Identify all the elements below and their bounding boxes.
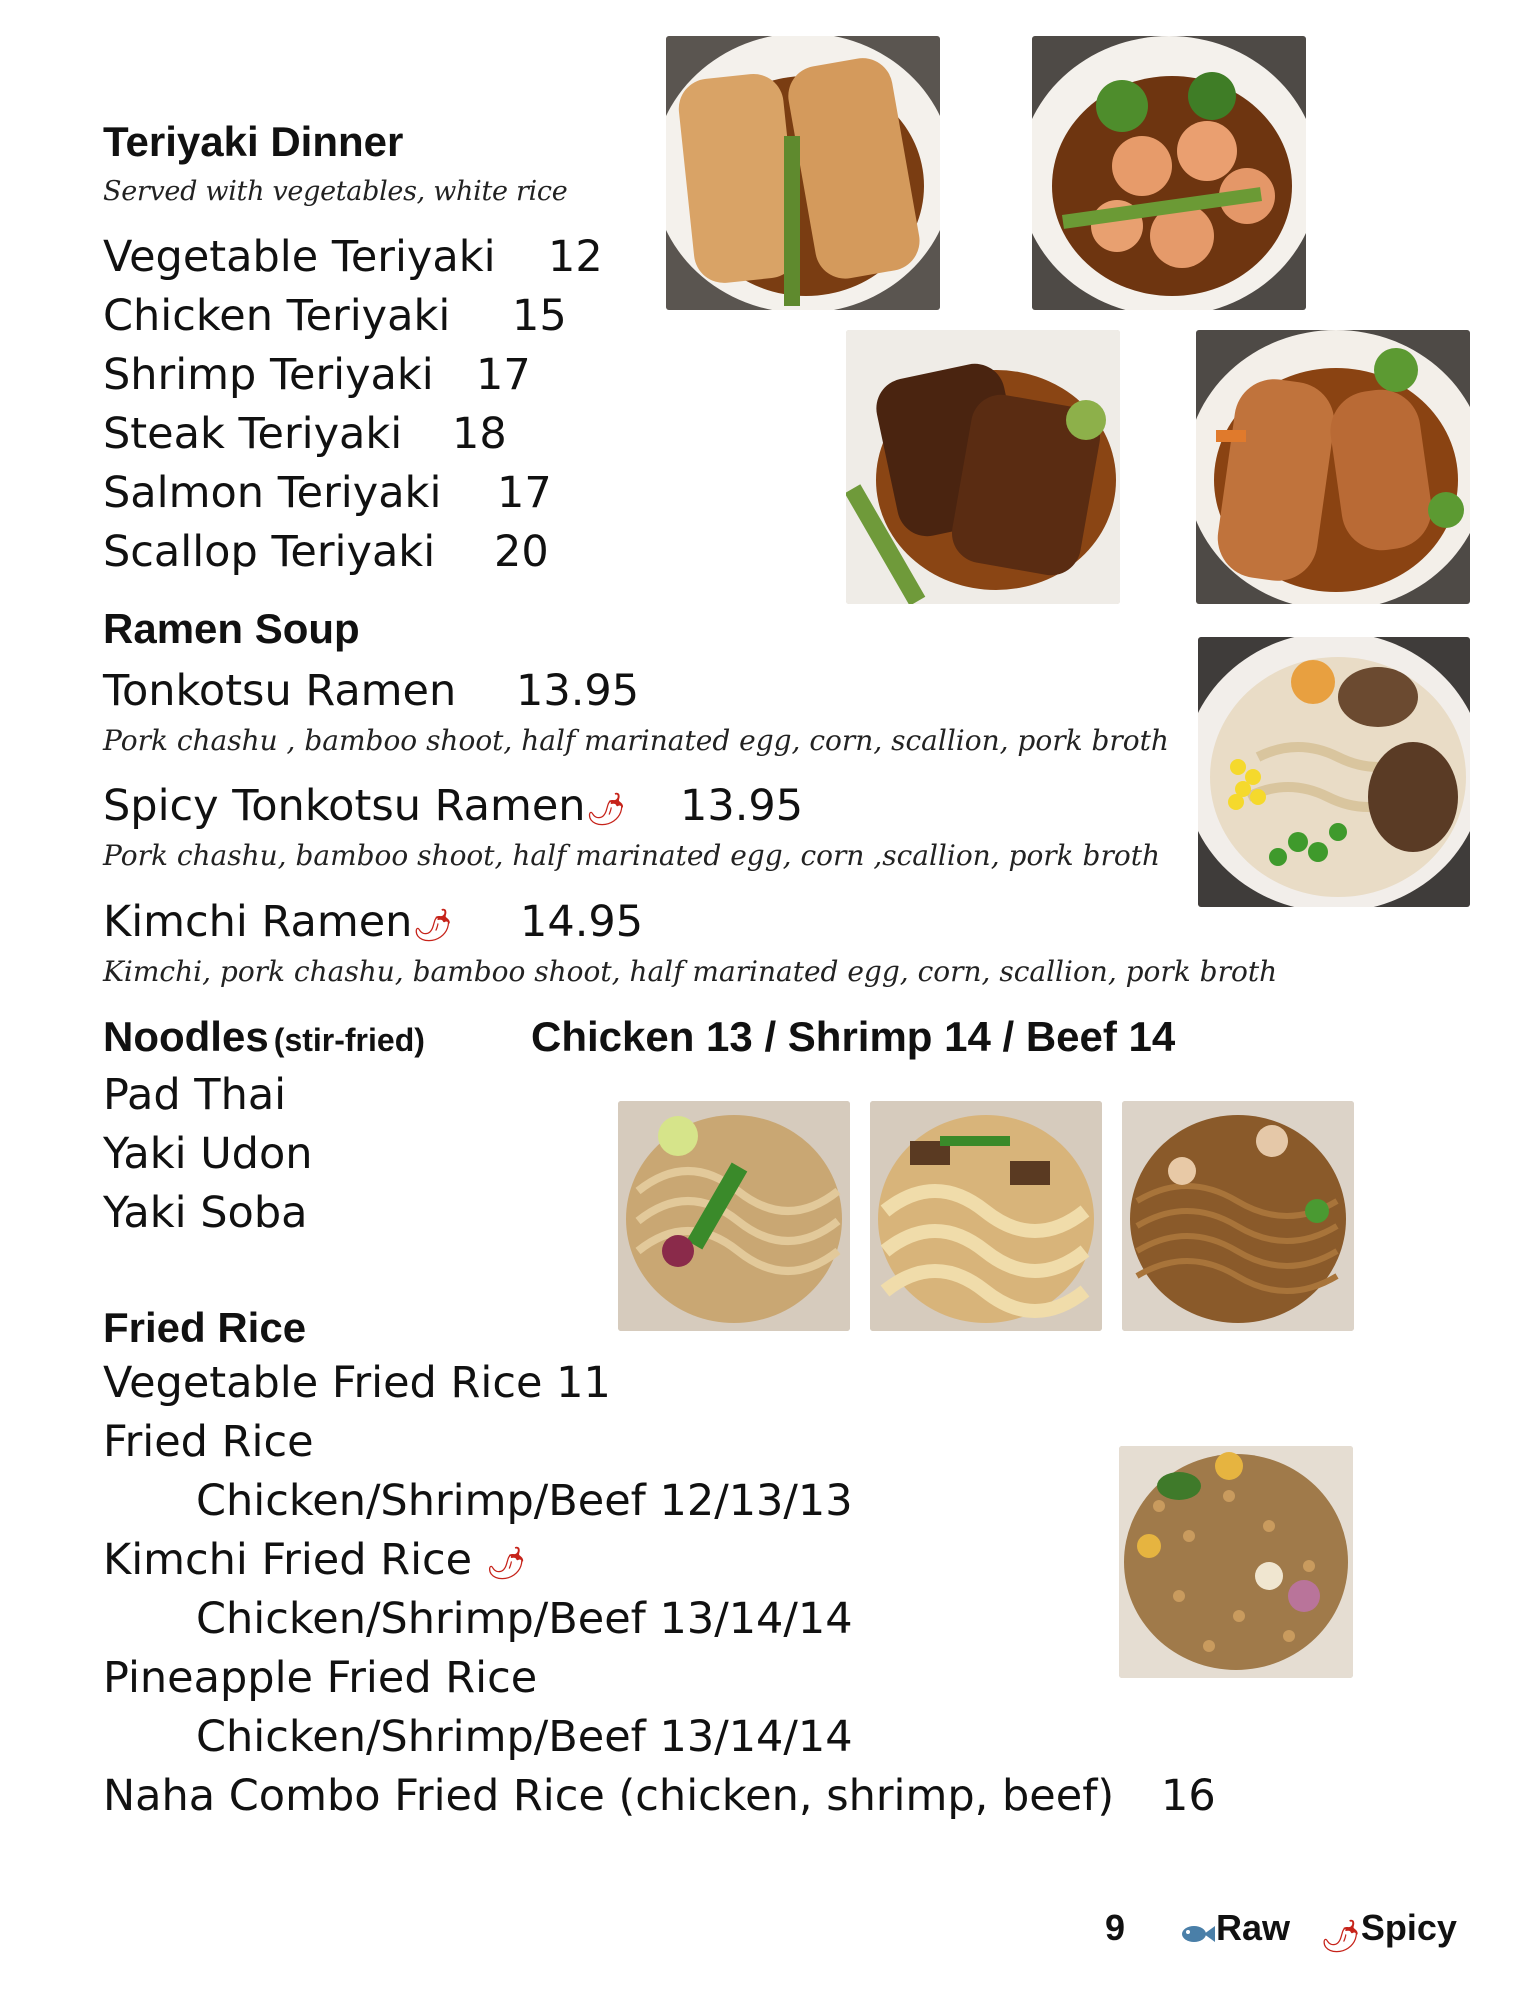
menu-price: 12	[548, 232, 603, 282]
chili-pepper-icon: 🌶	[585, 789, 627, 828]
fried-rice-photo	[1119, 1446, 1353, 1678]
pad-thai-photo	[618, 1101, 850, 1331]
menu-item: Yaki Udon	[103, 1129, 313, 1179]
menu-price: 13.95	[680, 781, 804, 831]
noodles-pricing: Chicken 13 / Shrimp 14 / Beef 14	[531, 1013, 1176, 1060]
menu-item: Chicken Teriyaki	[103, 291, 451, 341]
yaki-udon-photo	[870, 1101, 1102, 1331]
menu-sub-item: Chicken/Shrimp/Beef 12/13/13	[196, 1476, 853, 1526]
menu-price: 15	[512, 291, 567, 341]
ramen-title: Ramen Soup	[103, 605, 360, 652]
menu-item: Shrimp Teriyaki	[103, 350, 434, 400]
page-number: 9	[1105, 1907, 1126, 1948]
chili-pepper-icon: 🌶	[1320, 1916, 1361, 1955]
menu-item: Spicy Tonkotsu Ramen🌶	[103, 781, 627, 831]
menu-price: 20	[494, 527, 549, 577]
menu-description: Pork chashu, bamboo shoot, half marinated egg, corn ,scallion, pork broth	[103, 839, 1160, 872]
chicken-teriyaki-photo	[666, 36, 940, 310]
menu-price: 17	[497, 468, 552, 518]
noodles-title: Noodles	[103, 1013, 269, 1060]
menu-item: Yaki Soba	[103, 1188, 308, 1238]
steak-teriyaki-photo	[846, 330, 1120, 604]
menu-price: 17	[476, 350, 531, 400]
menu-sub-item: Chicken/Shrimp/Beef 13/14/14	[196, 1594, 853, 1644]
legend	[1180, 1907, 1457, 1955]
menu-price: 18	[452, 409, 507, 459]
chili-pepper-icon: 🌶	[412, 905, 454, 944]
menu-item: Pad Thai	[103, 1070, 287, 1120]
menu-description: Kimchi, pork chashu, bamboo shoot, half marinated egg, corn, scallion, pork broth	[103, 955, 1278, 988]
menu-item: Scallop Teriyaki	[103, 527, 436, 577]
teriyaki-subtitle: Served with vegetables, white rice	[103, 176, 568, 207]
chili-pepper-icon: 🌶	[485, 1543, 527, 1582]
menu-description: Pork chashu , bamboo shoot, half marinated egg, corn, scallion, pork broth	[103, 724, 1169, 757]
yaki-soba-photo	[1122, 1101, 1354, 1331]
noodles-qualifier: (stir-fried)	[273, 1022, 425, 1058]
shrimp-teriyaki-photo	[1032, 36, 1306, 310]
legend-spicy-label: Spicy	[1360, 1907, 1457, 1948]
salmon-teriyaki-photo	[1196, 330, 1470, 604]
legend-raw-label: Raw	[1216, 1907, 1291, 1948]
menu-item: Tonkotsu Ramen	[103, 666, 457, 716]
menu-item: Kimchi Ramen🌶	[103, 897, 454, 947]
ramen-photo	[1198, 637, 1470, 907]
menu-item: Salmon Teriyaki	[103, 468, 442, 518]
menu-item: Steak Teriyaki	[103, 409, 403, 459]
menu-sub-item: Chicken/Shrimp/Beef 13/14/14	[196, 1712, 853, 1762]
menu-item: Naha Combo Fried Rice (chicken, shrimp, beef)	[103, 1771, 1115, 1821]
fried-rice-title: Fried Rice	[103, 1304, 307, 1351]
menu-item: Fried Rice	[103, 1417, 314, 1467]
menu-item: Kimchi Fried Rice 🌶	[103, 1535, 527, 1585]
menu-item: Pineapple Fried Rice	[103, 1653, 538, 1703]
fish-icon	[1180, 1922, 1216, 1950]
menu-price: 14.95	[520, 897, 644, 947]
menu-item: Vegetable Teriyaki	[103, 232, 496, 282]
noodles-header	[103, 1013, 425, 1061]
menu-price: 13.95	[516, 666, 640, 716]
menu-price: 16	[1161, 1771, 1216, 1821]
menu-item: Vegetable Fried Rice 11	[103, 1358, 611, 1408]
teriyaki-title: Teriyaki Dinner	[103, 118, 404, 165]
